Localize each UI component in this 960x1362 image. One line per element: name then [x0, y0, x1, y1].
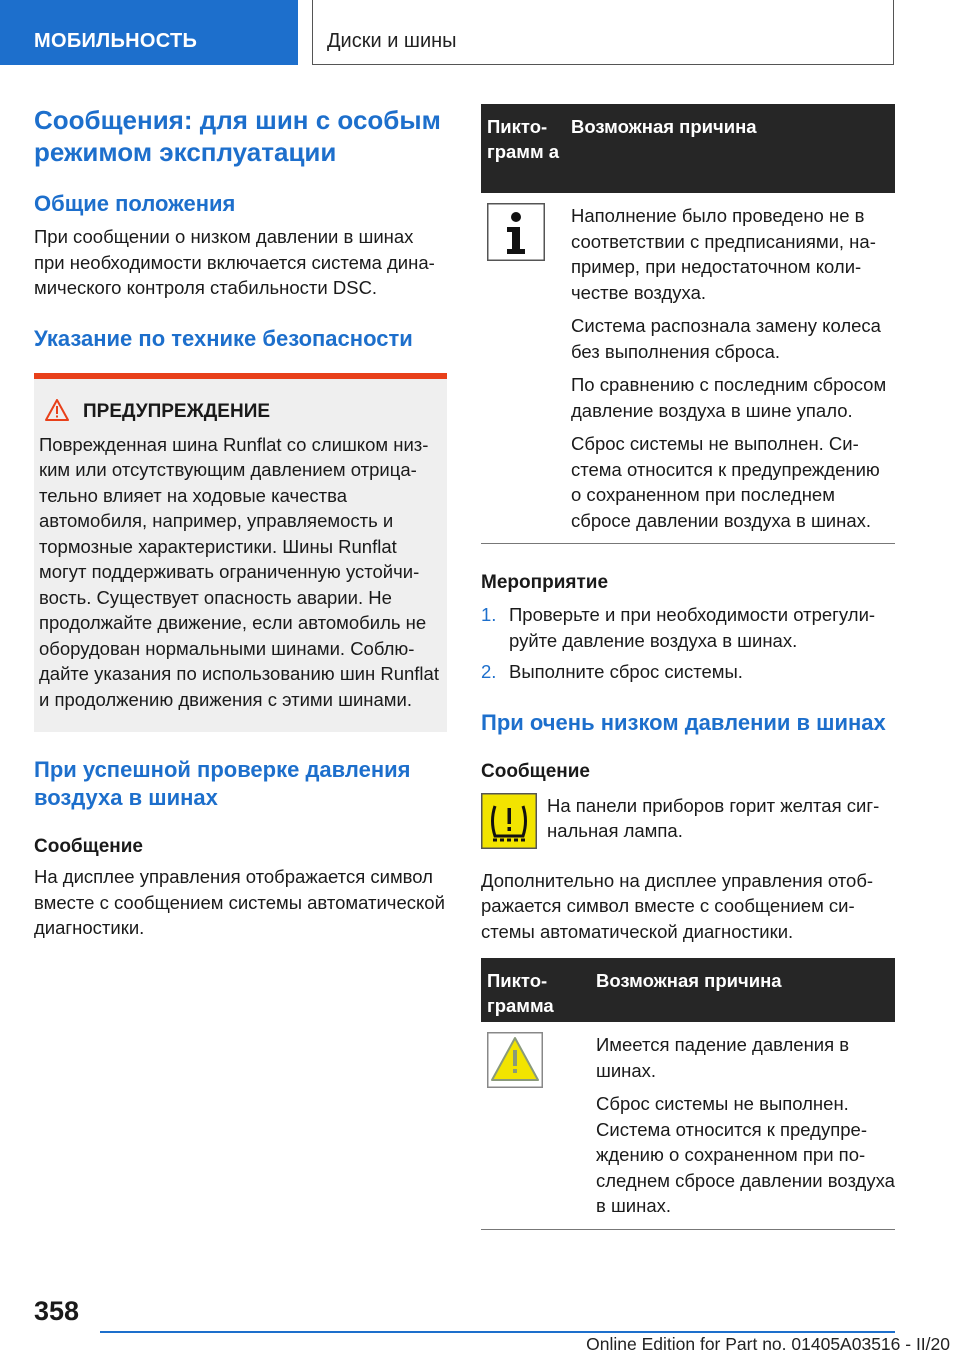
measures-label: Мероприятие — [481, 572, 609, 593]
lamp-text: На панели приборов горит желтая сигнальная лампа. — [547, 794, 880, 841]
table1-col1: Пиктограмм а — [487, 116, 560, 162]
table1-cause-4: Сброс системы не выполнен. Система относится к предупреждению о сохраненном при последнем сбросе давлении воздуха в шинах. — [571, 433, 880, 531]
info-icon — [487, 248, 545, 265]
warning-text: Поврежденная шина Runflat со слишком низким или отсутствующим давлением отрицательно влияет на ходовые качества автомобиля, например, управляемость и тормозные характеристики. Шины Runflat могут поддерживать ограниченную устойчивость. Существует опасность аварии. Не продолжайте движение, если автомобиль не оборудован нормальными шинами. Соблюдайте указания по использованию шин Runflat и продолжению движения с этими шинами. — [39, 433, 439, 710]
table2-col2: Возможная причина — [596, 970, 782, 991]
table1-header — [481, 104, 895, 193]
safety-heading: Указание по технике безопасности — [34, 325, 413, 351]
table2-col1: Пиктограмма — [487, 970, 554, 1016]
step-text: Проверьте и при необходимости отрегулируйте давление воздуха в шинах. — [509, 604, 876, 651]
success-heading: При успешной проверке давления воздуха в шинах — [34, 757, 411, 810]
warning-title: ПРЕДУПРЕЖДЕНИЕ — [83, 401, 271, 422]
footer-divider — [100, 1331, 895, 1333]
low-pressure-heading: При очень низком давлении в шинах — [481, 709, 886, 735]
general-heading: Общие положения — [34, 191, 236, 216]
extra-text: Дополнительно на дисплее управления отображается символ вместе с сообщением системы автоматической диагностики. — [481, 869, 874, 942]
step-text: Выполните сброс системы. — [509, 661, 743, 682]
warning-triangle-icon — [45, 399, 69, 426]
edition-text: Online Edition for Part no. 01405A03516 - II/20 — [586, 1334, 950, 1354]
steps-list — [481, 602, 895, 685]
table2-cause-2: Сброс системы не выполнен. Система относится к предупреждению о сохраненном при последнем сбросе давлении воздуха в шинах. — [596, 1093, 895, 1216]
general-text: При сообщении о низком давлении в шинах при необходимости включается система динамического контроля стабильности DSC. — [34, 226, 435, 298]
table2-cause-1: Имеется падение давления в шинах. — [596, 1034, 850, 1081]
left-column — [34, 104, 447, 941]
lamp-row — [481, 793, 895, 854]
table1-col2: Возможная причина — [571, 116, 757, 137]
section-tab: МОБИЛЬНОСТЬ — [0, 0, 298, 65]
tire-pressure-lamp-icon — [481, 793, 547, 854]
warning-triangle-icon — [487, 1075, 543, 1092]
message-label-right: Сообщение — [481, 760, 590, 782]
step-number: 2. — [481, 661, 497, 682]
page-number: 358 — [34, 1296, 80, 1326]
table-row — [481, 193, 895, 544]
table1-cause-1: Наполнение было проведено не в соответствии с предписаниями, например, при недостаточном количестве воздуха. — [571, 205, 876, 303]
page-title: Сообщения: для шин с особым режимом эксплуатации — [34, 105, 441, 167]
table1-cause-2: Система распознала замену колеса без выполнения сброса. — [571, 315, 881, 362]
table-row — [481, 1022, 895, 1230]
table2-header — [481, 958, 895, 1022]
right-column — [481, 104, 895, 1230]
message-label: Сообщение — [34, 836, 143, 857]
list-item — [481, 602, 895, 653]
warning-box — [34, 373, 447, 733]
chapter-title: Диски и шины — [312, 0, 894, 65]
message-text: На дисплее управления отображается символ вместе с сообщением системы автоматической диагностики. — [34, 866, 445, 938]
step-number: 1. — [481, 604, 497, 625]
list-item — [481, 659, 895, 685]
table1-cause-3: По сравнению с последним сбросом давление воздуха в шине упало. — [571, 374, 887, 421]
